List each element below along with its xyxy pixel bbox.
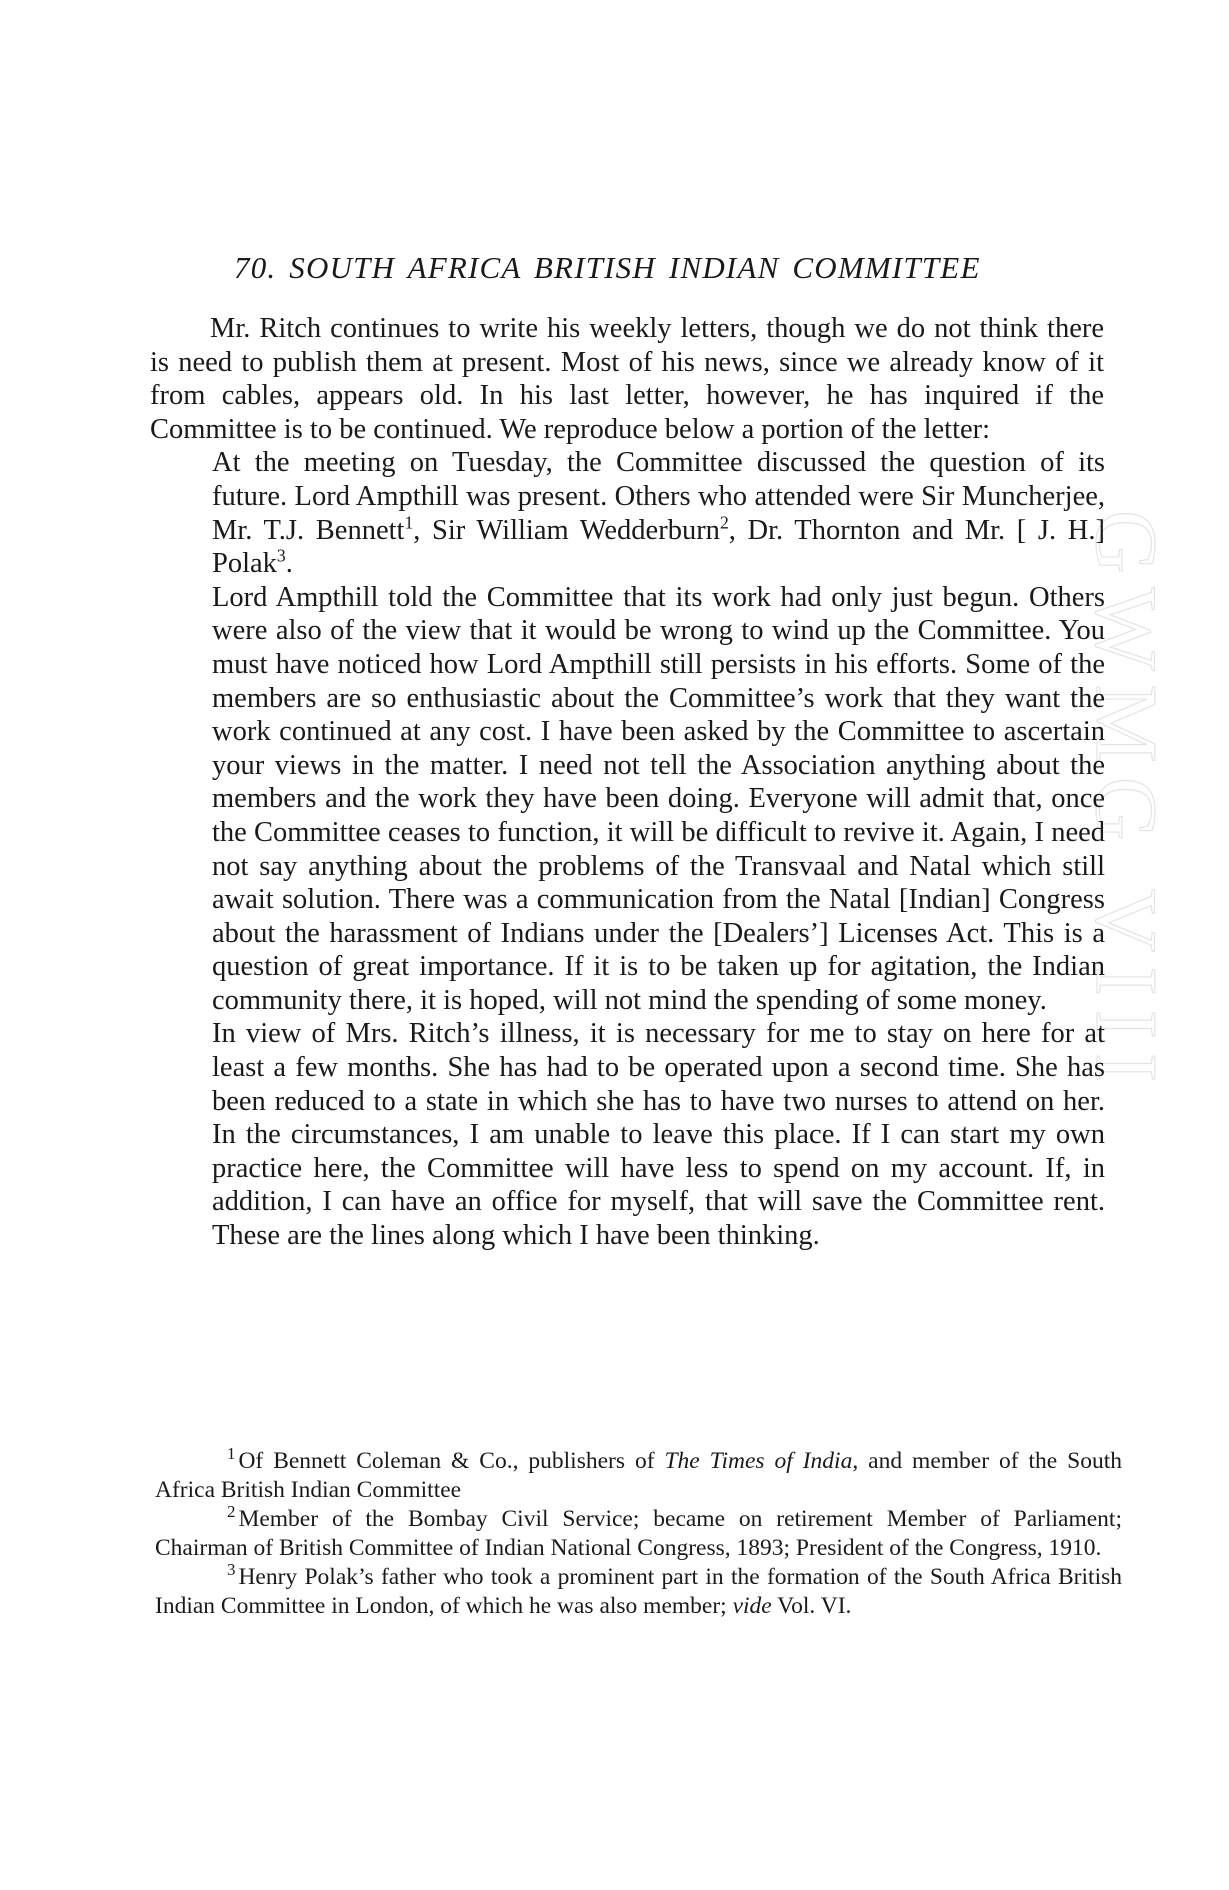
footnote-1-text-end: , and member of the South Africa British Indian Committee [155, 1448, 1123, 1503]
quote-paragraph-3: In view of Mrs. Ritch’s illness, it is necessary for me to stay on here for at least a few months. She has had to be operated upon a second time. She has been reduced to a state in which she has to have two nurses to attend on her. In the circumstances, I am unable to leave this place. If I can start my own practice here, the Committee will have less to spend on my account. If, in addition, I can have an office for myself, that will save the Committee rent. These are the lines along which I have been thinking. [212, 1018, 1105, 1252]
footnote-mark-3: 3 [227, 1560, 236, 1580]
footnote-3-italic: vide [732, 1593, 772, 1619]
footnote-ref-3: 3 [276, 545, 286, 566]
footnote-3 [155, 1560, 1122, 1621]
quote-p1-text-a: At the meeting on Tuesday, the Committee discussed the question of its future. Lord Ampthill was present. Others who attended were Sir Muncherjee, Mr. T.J. Bennett [212, 447, 1105, 546]
watermark [1077, 510, 1180, 1410]
quote-paragraph-2: Lord Ampthill told the Committee that its work had only just begun. Others were also of the view that it would be wrong to wind up the Committee. You must have noticed how Lord Ampthill still persists in his efforts. Some of the members are so enthusiastic about the Committee’s work that they want the work continued at any cost. I have been asked by the Committee to ascertain your views in the matter. I need not tell the Association anything about the members and the work they have been doing. Everyone will admit that, once the Committee ceases to function, it will be difficult to revive it. Again, I need not say anything about the problems of the Transvaal and Natal which still await solution. There was a communication from the Natal [Indian] Congress about the harassment of Indians under the [Dealers’] Licenses Act. This is a question of great importance. If it is to be taken up for agitation, the Indian community there, it is hoped, will not mind the spending of some money. [212, 581, 1105, 1016]
footnote-2-text: Member of the Bombay Civil Service; became on retirement Member of Parliament; Chairman of British Committee of Indian National Congress, 1893; President of the Congress, 1910. [155, 1506, 1122, 1561]
footnote-2 [155, 1502, 1122, 1563]
article-body [150, 312, 1104, 1253]
footnote-3-text: Henry Polak’s father who took a prominent part in the formation of the South Africa British Indian Committee in London, of which he was also member; [155, 1564, 1122, 1619]
footnotes [155, 1444, 1123, 1621]
quote-p1-text-b: , Sir William Wedderburn [413, 514, 720, 546]
quote-p1-text-d: . [285, 548, 293, 580]
footnote-1-text: Of Bennett Coleman & Co., publishers of [238, 1448, 665, 1474]
footnote-mark-2: 2 [227, 1502, 236, 1522]
footnote-3-text-end: Vol. VI. [771, 1593, 852, 1619]
footnote-ref-1: 1 [404, 512, 414, 533]
quoted-letter [150, 446, 1104, 1252]
intro-paragraph: Mr. Ritch continues to write his weekly letters, though we do not think there is need to publish them at present. Most of his news, since we already know of it from cables, appears old. In his last letter, however, he has inquired if the Committee is to be continued. We reproduce below a portion of the letter: [150, 313, 1104, 445]
quote-paragraph-1 [212, 446, 1105, 580]
page-title: 70. SOUTH AFRICA BRITISH INDIAN COMMITTEE [234, 250, 981, 285]
footnote-ref-2: 2 [719, 512, 729, 533]
quote-p1-text-c: , Dr. Thornton and Mr. [ J. H.] Polak [212, 514, 1105, 580]
footnote-1-italic: The Times of India [664, 1448, 853, 1474]
footnote-1 [155, 1444, 1123, 1505]
footnote-mark-1: 1 [227, 1444, 236, 1464]
watermark-text: GWMG VIII [1077, 510, 1174, 1097]
